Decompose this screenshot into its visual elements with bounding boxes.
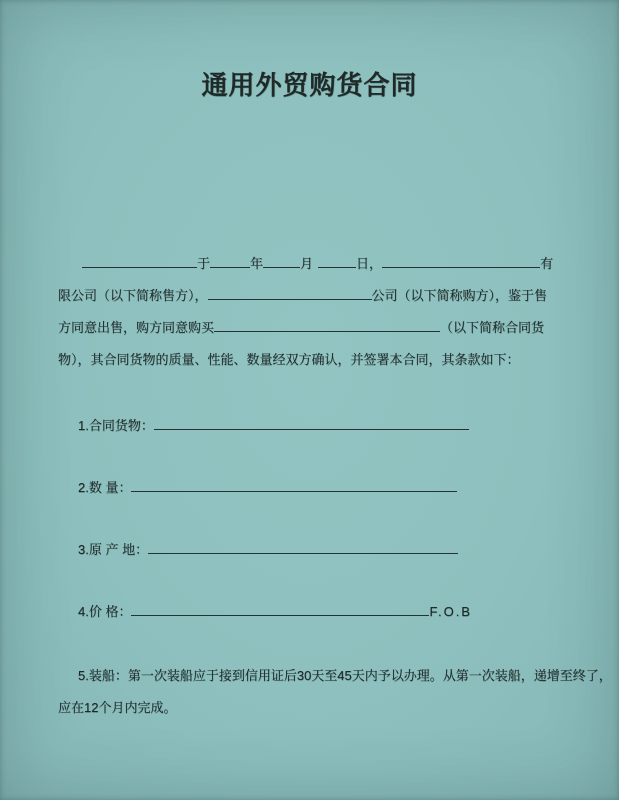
blank-underline xyxy=(82,253,197,268)
clause-5-shipment xyxy=(58,660,612,724)
item-label: 2.数 量： xyxy=(78,480,132,495)
paragraph-line: 5.装船：第一次装船应于接到信用证后30天至45天内予以办理。从第一次装船，递增至终了， xyxy=(78,668,612,683)
paragraph-line xyxy=(58,280,563,312)
opening-paragraph xyxy=(58,248,563,376)
text-segment: 方同意出售，购方同意购买 xyxy=(58,320,215,335)
contract-items xyxy=(58,410,563,658)
contract-item-goods xyxy=(58,410,563,442)
contract-item-quantity xyxy=(58,472,563,504)
text-segment: 于 xyxy=(197,256,211,271)
item-label: 4.价 格： xyxy=(78,604,132,619)
paragraph-line xyxy=(58,248,563,280)
text-segment: （以下简称合同货 xyxy=(440,320,545,335)
blank-underline xyxy=(148,539,458,554)
paragraph-line: 应在12个月内完成。 xyxy=(58,700,177,715)
blank-underline xyxy=(131,601,429,616)
text-segment: 有 xyxy=(540,256,554,271)
item-label: 1.合同货物： xyxy=(78,418,154,433)
text-segment: 月 xyxy=(300,256,314,271)
paragraph-line xyxy=(58,344,563,376)
price-term-fob: F.O.B xyxy=(429,604,472,619)
text-segment: 限公司（以下简称售方）， xyxy=(58,288,208,303)
document-title: 通用外贸购货合同 xyxy=(201,70,418,100)
item-label: 3.原 产 地： xyxy=(78,542,149,557)
blank-underline xyxy=(318,253,356,268)
blank-underline xyxy=(214,317,440,332)
blank-underline xyxy=(208,285,372,300)
blank-underline xyxy=(154,415,469,430)
blank-underline xyxy=(210,253,250,268)
text-segment: 物），其合同货物的质量、性能、数量经双方确认，并签署本合同，其条款如下： xyxy=(58,352,520,367)
text-segment: 日， xyxy=(356,256,383,271)
contract-item-origin xyxy=(58,534,563,566)
blank-underline xyxy=(131,477,457,492)
text-segment: 年 xyxy=(250,256,264,271)
text-segment: 公司（以下简称购方），鉴于售 xyxy=(371,288,548,303)
contract-item-price xyxy=(58,596,563,628)
blank-underline xyxy=(382,253,540,268)
blank-underline xyxy=(263,253,300,268)
paragraph-line xyxy=(58,312,563,344)
